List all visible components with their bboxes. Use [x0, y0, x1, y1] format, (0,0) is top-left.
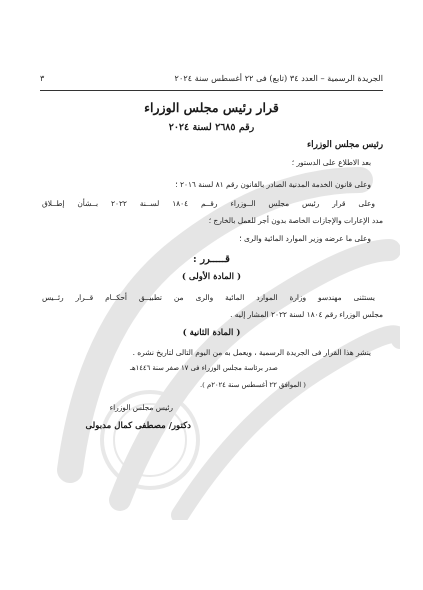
gazette-issue-title: الجريدة الرسمية – العدد ٣٤ (تابع) فى ٢٢ أغسطس سنة ٢٠٢٤ — [174, 73, 383, 83]
decree-title: قرار رئيس مجلس الوزراء — [144, 100, 279, 115]
header-rule — [40, 90, 383, 91]
signature-name: دكتور/ مصطفى كمال مدبولى — [85, 421, 191, 431]
article-2-heading: ( المادة الثانية ) — [182, 328, 241, 338]
preamble-line: وعلى قانون الخدمة المدنية الصادر بالقانون رقم ٨١ لسنة ٢٠١٦ ؛ — [175, 180, 371, 189]
article-2-line: ينشر هذا القرار فى الجريدة الرسمية ، ويعمل به من اليوم التالى لتاريخ نشره . — [132, 348, 371, 357]
preamble-line: مدد الإعارات والإجازات الخاصة بدون أجر للعمل بالخارج ؛ — [208, 216, 383, 225]
issued-date-line: صدر برئاسة مجلس الوزراء فى ١٧ صفر سنة ١٤٤٦هـ — [130, 364, 278, 372]
page-number: ٣ — [40, 73, 45, 83]
issuer-line: رئيس مجلس الوزراء — [307, 140, 383, 150]
article-1-line: يستثنى مهندسو وزارة الموارد المائية والرى من تطبيــق أحكــام قــرار رئــيس — [42, 293, 375, 302]
preamble-line: وعلى قرار رئيس مجلس الــوزراء رقــم ١٨٠٤ لســنة ٢٠٢٢ بــشأن إطــلاق — [42, 199, 375, 208]
article-1-heading: ( المادة الأولى ) — [181, 272, 242, 282]
preamble-line: بعد الاطلاع على الدستور ؛ — [291, 158, 371, 167]
preamble-line: وعلى ما عرضه وزير الموارد المائية والرى ؛ — [239, 234, 371, 243]
decision-word: قـــــرر : — [193, 254, 230, 265]
decree-number: رقم ٢٦٨٥ لسنة ٢٠٢٤ — [168, 122, 255, 133]
page-header — [40, 70, 383, 86]
article-1-line: مجلس الوزراء رقم ١٨٠٤ لسنة ٢٠٢٢ المشار إليه . — [230, 310, 383, 319]
signature-title: رئيس مجلس الوزراء — [109, 403, 173, 412]
issued-date-gregorian: ( الموافق ٢٢ أغسطس سنة ٢٠٢٤م ). — [200, 381, 306, 389]
